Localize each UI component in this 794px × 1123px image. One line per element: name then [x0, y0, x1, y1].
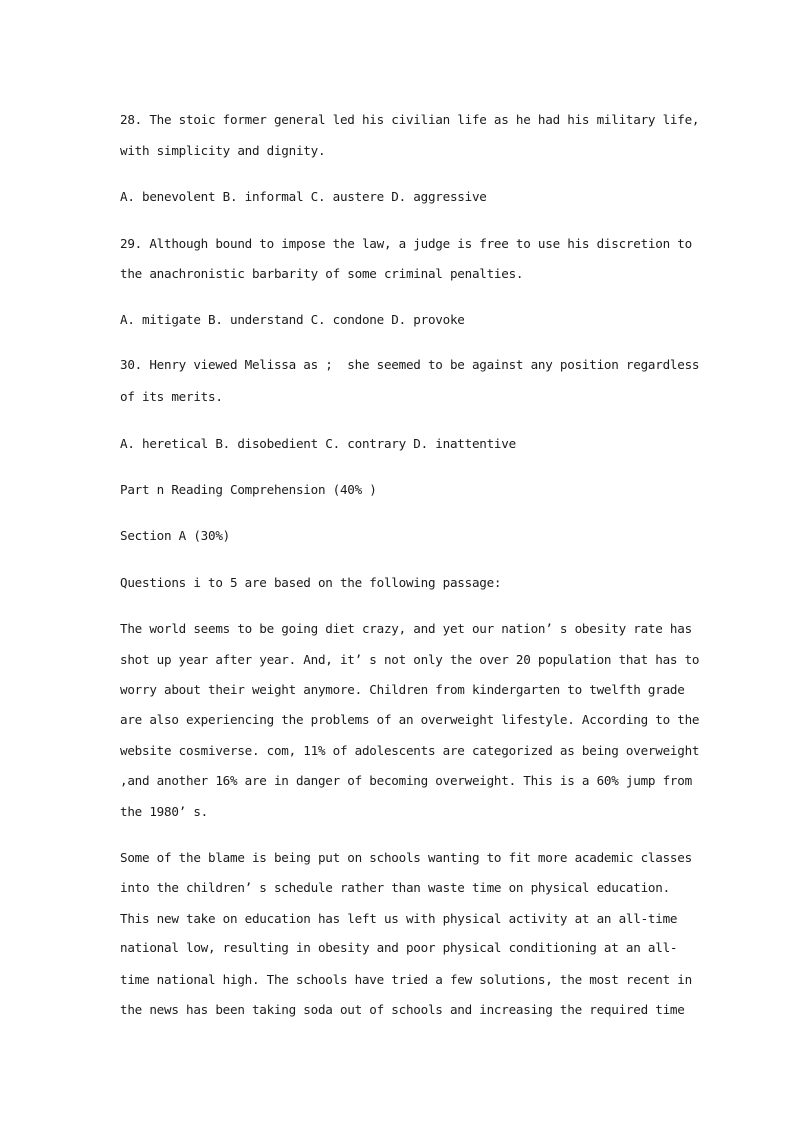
paragraph-2-line: time national high. The schools have tried a few solutions, the most recent in	[120, 972, 692, 987]
paragraph-2-line: the news has been taking soda out of schools and increasing the required time	[120, 1002, 685, 1017]
section-heading: Section A (30%)	[120, 528, 230, 543]
paragraph-1-line: are also experiencing the problems of an overweight lifestyle. According to the	[120, 712, 700, 727]
question-30-options: A. heretical B. disobedient C. contrary D. inattentive	[120, 436, 516, 451]
paragraph-1-line: worry about their weight anymore. Children from kindergarten to twelfth grade	[120, 682, 685, 697]
paragraph-1-line: the 1980’ s.	[120, 804, 208, 819]
paragraph-2-line: This new take on education has left us with physical activity at an all-time	[120, 911, 678, 926]
paragraph-1-line: shot up year after year. And, it’ s not only the over 20 population that has to	[120, 652, 700, 667]
question-28-line-1: 28. The stoic former general led his civilian life as he had his military life,	[120, 112, 700, 127]
question-28-options: A. benevolent B. informal C. austere D. aggressive	[120, 189, 487, 204]
question-29-line-2: the anachronistic barbarity of some criminal penalties.	[120, 266, 524, 281]
question-29-line-1: 29. Although bound to impose the law, a judge is free to use his discretion to	[120, 236, 692, 251]
part-heading: Part n Reading Comprehension (40% )	[120, 482, 377, 497]
paragraph-1-line: ,and another 16% are in danger of becoming overweight. This is a 60% jump from	[120, 773, 692, 788]
passage-intro: Questions i to 5 are based on the following passage:	[120, 575, 502, 590]
question-28-line-2: with simplicity and dignity.	[120, 143, 326, 158]
paragraph-2-line: Some of the blame is being put on schools wanting to fit more academic classes	[120, 850, 692, 865]
paragraph-1-line: The world seems to be going diet crazy, and yet our nation’ s obesity rate has	[120, 621, 692, 636]
question-30-line-2: of its merits.	[120, 389, 223, 404]
paragraph-2-line: national low, resulting in obesity and poor physical conditioning at an all-	[120, 940, 678, 955]
paragraph-2-line: into the children’ s schedule rather than waste time on physical education.	[120, 880, 670, 895]
question-29-options: A. mitigate B. understand C. condone D. provoke	[120, 312, 465, 327]
question-30-line-1: 30. Henry viewed Melissa as ; she seemed to be against any position regardless	[120, 357, 700, 372]
paragraph-1-line: website cosmiverse. com, 11% of adolescents are categorized as being overweight	[120, 743, 700, 758]
